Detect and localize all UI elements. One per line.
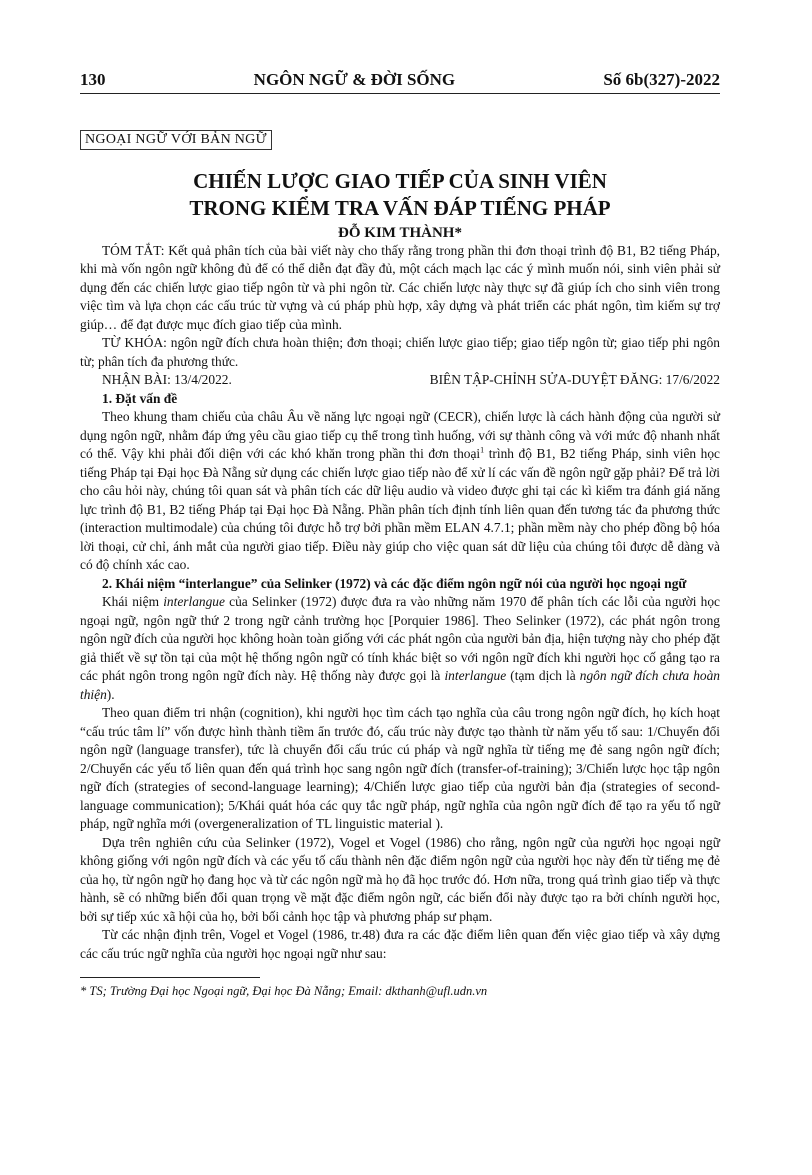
received-date: NHẬN BÀI: 13/4/2022.: [102, 372, 232, 388]
article-title: [80, 168, 720, 223]
running-header: [80, 70, 720, 94]
keywords: TỪ KHÓA: ngôn ngữ đích chưa hoàn thiện; đơn thoại; chiến lược giao tiếp; giao tiếp ngôn từ; giao tiếp phi ngôn từ; phân tích đa phương thức.: [80, 335, 720, 369]
term-italic: interlangue: [444, 668, 507, 684]
section-2-paragraph-3: Dựa trên nghiên cứu của Selinker (1972), Vogel et Vogel (1986) cho rằng, ngôn ngữ của người học ngoại ngữ không giống với ngôn ngữ đích và các yếu tố cấu thành nên đặc điểm ngôn ngữ của người học này đến từ tiếng mẹ đẻ của họ, từ ngôn ngữ họ đang học và từ các ngôn ngữ mà họ đã học trước đó. Hơn nữa, trong quá trình giao tiếp và thực hành, sẽ có những biến đổi quan trọng về mặt đặc điểm ngôn ngữ, các biến đổi này được tạo ra bởi chính người học, bởi sự tiếp xúc xã hội của họ, bởi bối cảnh học tập và phương pháp sư phạm.: [80, 834, 720, 924]
footnote-marker: 1: [480, 445, 485, 455]
title-line-2: TRONG KIỂM TRA VẤN ĐÁP TIẾNG PHÁP: [189, 196, 611, 221]
footnote: * TS; Trường Đại học Ngoại ngữ, Đại học Đà Nẵng; Email: dkthanh@ufl.udn.vn: [80, 984, 488, 999]
page-number: 130: [80, 70, 106, 89]
journal-name: NGÔN NGỮ & ĐỜI SỐNG: [253, 70, 456, 89]
date-row: [80, 371, 720, 390]
article-page: [80, 70, 720, 999]
paragraph-text: Theo khung tham chiếu của châu Âu về năng lực ngoại ngữ (CECR), chiến lược là cách hành động của người sử dụng ngôn ngữ, nhằm đáp ứng yêu cầu giao tiếp cụ thể trong tình huống, với sự thành công và với mức độ nhanh nhất có thể. Vậy khi phải đối diện với các khó khăn trong phần thi đơn thoại: [80, 409, 720, 462]
paragraph-text: (tạm dịch là: [506, 668, 580, 684]
section-1-heading: 1. Đặt vấn đề: [102, 390, 178, 406]
term-italic: interlangue: [163, 594, 225, 610]
paragraph-text: trình độ B1, B2 tiếng Pháp, sinh viên học tiếng Pháp tại Đại học Đà Nẵng sử dụng các chiến lược giao tiếp nào để xử lí các vấn đề ngôn ngữ gặp phải? Để trả lời cho câu hỏi này, chúng tôi quan sát và phân tích các dữ liệu audio và video được ghi tại các kì kiểm tra đánh giá năng lực trình độ B1, B2 tiếng Pháp tại Đại học Đà Nẵng. Phần phân tích định tính liên quan đến tương tác đa phương thức (interaction multimodale) của chúng tôi được hỗ trợ bởi phần mềm ELAN 4.7.1; phần mềm này cho phép đồng bộ hóa lời thoại, cử chỉ, ánh mắt của người giao tiếp. Điều này giúp cho việc quan sát dữ liệu của chúng tôi được dễ dàng và có độ chính xác cao.: [80, 446, 721, 573]
edited-date: BIÊN TẬP-CHỈNH SỬA-DUYỆT ĐĂNG: 17/6/2022: [429, 372, 720, 388]
paragraph-text: ).: [106, 686, 115, 702]
section-2-paragraph-2: Theo quan điểm tri nhận (cognition), khi người học tìm cách tạo nghĩa của câu trong ngôn ngữ đích, họ kích hoạt “cấu trúc tâm lí” vốn được hình thành tiềm ẩn trước đó, cấu trúc này được tạo thành từ năm yếu tố sau: 1/Chuyển đổi ngôn ngữ (language transfer), tức là chuyển đổi cấu trúc cú pháp và ngữ nghĩa từ tiếng mẹ đẻ sang ngôn ngữ đích; 2/Chuyển các yếu tố liên quan đến quá trình học sang ngôn ngữ đích (transfer-of-training); 3/Chiến lược học tập ngôn ngữ đích (strategies of second-language learning); 4/Chiến lược giao tiếp của người bản địa (strategies of second-language communication); 5/Khái quát hóa các quy tắc ngữ pháp, ngữ nghĩa của ngôn ngữ đích để tạo ra yếu tố ngữ pháp, ngữ nghĩa mới (overgeneralization of TL linguistic material ).: [80, 705, 720, 832]
paragraph-text: của Selinker (1972) được đưa ra vào những năm 1970 để phân tích các lỗi của người học ngoại ngữ, ngôn ngữ thứ 2 trong ngữ cảnh trường học [Porquier 1986]. Theo Selinker (1972), các phát ngôn trong ngôn ngữ đích của người học không hoàn toàn giống với các phát ngôn của người bản địa, hiện tượng này cho phép đặt giả thiết về sự tồn tại của một hệ thống ngôn ngữ có tính khác biệt so với ngôn ngữ đích khi người học cố gắng tạo ra các phát ngôn trong ngôn ngữ đích này. Hệ thống này được gọi là: [80, 594, 720, 684]
footnote-divider: [80, 977, 260, 978]
abstract: TÓM TẮT: Kết quả phân tích của bài viết này cho thấy rằng trong phần thi đơn thoại trình độ B1, B2 tiếng Pháp, khi mà vốn ngôn ngữ không đủ để có thể diễn đạt đầy đủ, một cách mạch lạc các ý mình muốn nói, sinh viên phải sử dụng đến các chiến lược giao tiếp ngôn từ và phi ngôn từ. Các chiến lược này thực sự đã giúp ích cho sinh viên trong việc tìm và lựa chọn các cấu trúc từ vựng và cú pháp phù hợp, xây dựng và phát triển các phát ngôn, tìm kiếm sự trợ giúp… để đạt được mục đích giao tiếp của mình.: [80, 242, 720, 332]
section-2-heading: 2. Khái niệm “interlangue” của Selinker (1972) và các đặc điểm ngôn ngữ nói của người học ngoại ngữ: [102, 575, 687, 591]
paragraph-text: Khái niệm: [102, 594, 164, 610]
author-name: ĐỖ KIM THÀNH*: [338, 224, 462, 241]
section-label: NGOẠI NGỮ VỚI BẢN NGỮ: [80, 130, 272, 150]
title-line-1: CHIẾN LƯỢC GIAO TIẾP CỦA SINH VIÊN: [193, 169, 607, 193]
term-italic: ngôn ngữ đích chưa hoàn thiện: [80, 668, 721, 702]
issue-number: Số 6b(327)-2022: [603, 70, 720, 89]
section-2-paragraph-4: Từ các nhận định trên, Vogel et Vogel (1986, tr.48) đưa ra các đặc điểm liên quan đến việc giao tiếp và xây dựng các cấu trúc ngữ nghĩa của người học ngoại ngữ như sau:: [80, 927, 720, 961]
section-1-paragraph: [80, 408, 720, 575]
section-2-paragraph-1: [80, 593, 720, 704]
